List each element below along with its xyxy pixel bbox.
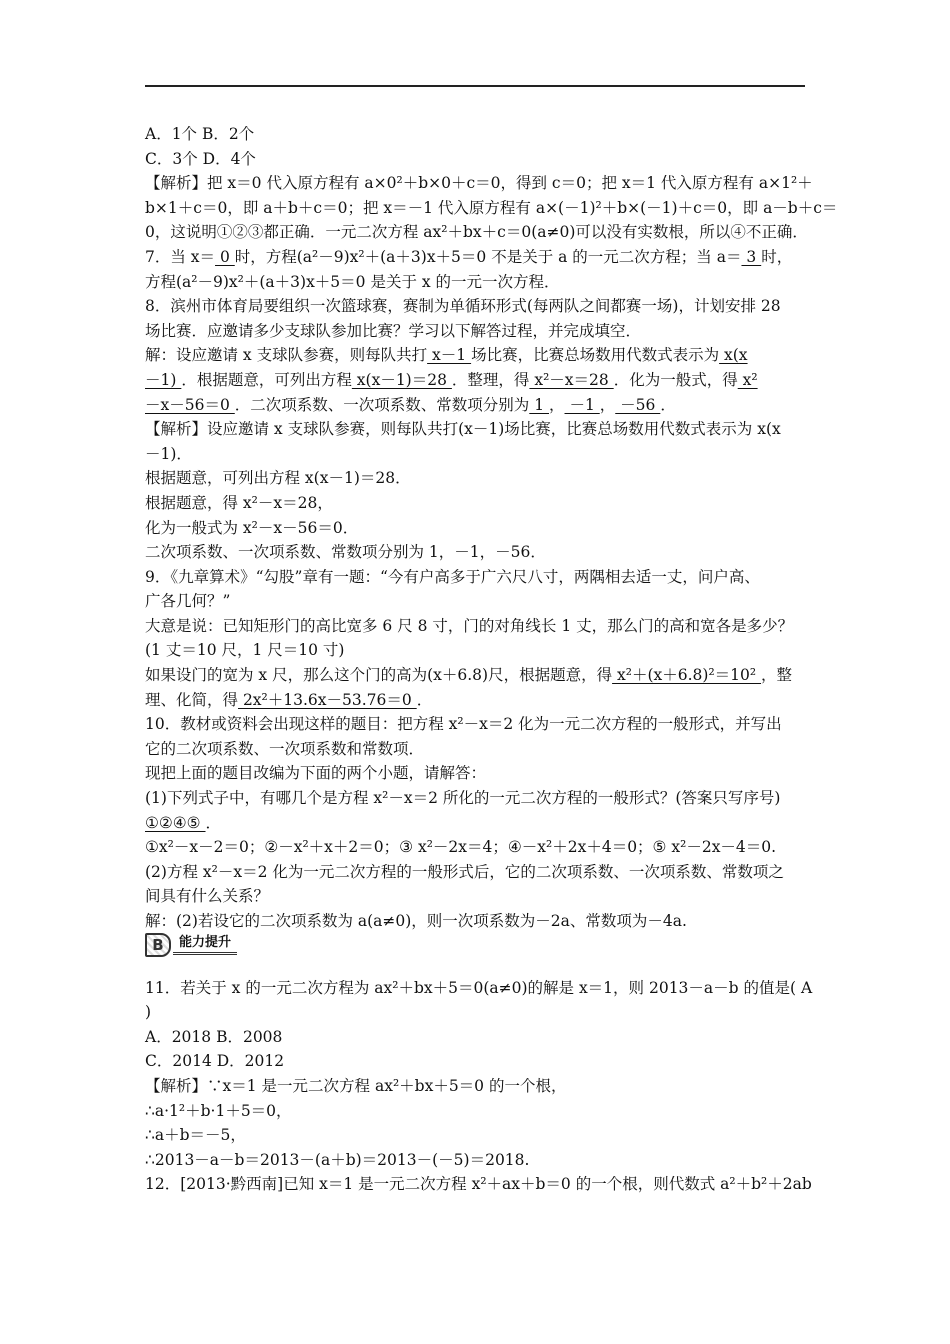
question-8-solution-line: －x－56＝0 ．二次项系数、一次项系数、常数项分别为 1 ， －1 ， －56 ． xyxy=(145,395,676,414)
question-10-line: 10．教材或资料会出现这样的题目：把方程 x²－x＝2 化为一元二次方程的一般形式，并写出 xyxy=(145,715,782,734)
question-11-line: A．2018 B．2008 xyxy=(145,1027,283,1046)
answer-blank: x² xyxy=(737,370,758,389)
answer-blank: 1 xyxy=(529,395,549,414)
answer-blank: －1) xyxy=(145,370,182,389)
question-8-analysis-line: 化为一般式为 x²－x－56＝0． xyxy=(145,518,359,537)
question-9-line: 理、化简，得 2x²＋13.6x－53.76＝0 ． xyxy=(145,690,433,709)
question-11-line: C．2014 D．2012 xyxy=(145,1052,285,1071)
question-9-line: 大意是说：已知矩形门的高比宽多 6 尺 8 寸，门的对角线长 1 丈，那么门的高和宽各是多少？ xyxy=(145,616,794,635)
question-8-analysis-line: 【解析】设应邀请 x 支球队参赛，则每队共打(x－1)场比赛，比赛总场数用代数式表示为 x(x xyxy=(145,420,781,439)
question-8-line: 8．滨州市体育局要组织一次篮球赛，赛制为单循环形式(每两队之间都赛一场)，计划安排 28 xyxy=(145,297,781,316)
answer-blank: ①②④⑤ xyxy=(145,813,206,832)
text-line: 【解析】把 x＝0 代入原方程有 a×0²＋b×0＋c＝0，得到 c＝0；把 x＝1 代入原方程有 a×1²＋ xyxy=(145,174,813,193)
answer-blank: x(x－1)＝28 xyxy=(351,370,452,389)
question-9-line: (1 丈＝10 尺，1 尺＝10 寸) xyxy=(145,641,345,660)
question-11-line: ∴2013－a－b＝2013－(a＋b)＝2013－(－5)＝2018. xyxy=(145,1150,530,1169)
question-7-line: 7．当 x＝ 0 时，方程(a²－9)x²＋(a＋3)x＋5＝0 不是关于 a 的一元二次方程；当 a＝ 3 时， xyxy=(145,247,793,266)
question-10-line: (2)方程 x²－x＝2 化为一元二次方程的一般形式后，它的二次项系数、一次项系数、常数项之 xyxy=(145,862,784,881)
answer-blank: x²－x＝28 xyxy=(529,370,614,389)
question-9-line: 如果设门的宽为 x 尺，那么这个门的高为(x＋6.8)尺，根据题意，得 x²＋(x＋6.8)²＝10² ，整 xyxy=(145,666,793,685)
question-9-line: 9．《九章算术》“勾股”章有一题：“今有户高多于广六尺八寸，两隅相去适一丈，问户高、 xyxy=(145,567,760,586)
answer-blank: －56 xyxy=(615,395,661,414)
answer-blank: 2x²＋13.6x－53.76＝0 xyxy=(238,690,417,709)
answer-blank: x－1 xyxy=(427,346,472,365)
answer-blank: －1 xyxy=(564,395,600,414)
question-11-line: 【解析】∵x＝1 是一元二次方程 ax²＋bx＋5＝0 的一个根， xyxy=(145,1076,567,1095)
answer-blank: －x－56＝0 xyxy=(145,395,235,414)
question-10-line: 解：(2)若设它的二次项系数为 a(a≠0)，则一次项系数为－2a、常数项为－4a. xyxy=(145,912,687,930)
question-12-line: 12．[2013·黔西南]已知 x＝1 是一元二次方程 x²＋ax＋b＝0 的一个根，则代数式 a²＋b²＋2ab xyxy=(145,1175,812,1194)
question-8-line: 场比赛．应邀请多少支球队参加比赛？学习以下解答过程，并完成填空． xyxy=(145,321,642,340)
text-line: C．3个 D．4个 xyxy=(145,149,256,168)
text-line: A．1个 B．2个 xyxy=(145,125,255,143)
section-banner xyxy=(145,934,810,956)
question-9-line: 广各几何？” xyxy=(145,592,231,611)
question-8-analysis-line: －1)． xyxy=(145,444,192,463)
header-rule xyxy=(145,85,805,87)
document-body xyxy=(145,122,838,1197)
question-8-analysis-line: 根据题意，得 x²－x＝28， xyxy=(145,493,333,512)
question-11-line: ∴a·1²＋b·1＋5＝0， xyxy=(145,1101,292,1120)
answer-blank: x(x xyxy=(719,346,748,365)
question-8-solution-line: 解：设应邀请 x 支球队参赛，则每队共打 x－1 场比赛，比赛总场数用代数式表示为 x(x xyxy=(145,346,748,365)
question-10-line: 它的二次项系数、一次项系数和常数项． xyxy=(145,739,425,758)
text-line: 0，这说明①②③都正确．一元二次方程 ax²＋bx＋c＝0(a≠0)可以没有实数根，所以④不正确． xyxy=(145,223,808,242)
answer-blank: x²＋(x＋6.8)²＝10² xyxy=(612,666,762,685)
question-10-line: 间具有什么关系？ xyxy=(145,887,270,906)
question-10-line: 现把上面的题目改编为下面的两个小题，请解答： xyxy=(145,764,487,783)
answer-blank: 0 xyxy=(215,247,235,266)
section-banner-label: 能力提升 xyxy=(173,934,237,955)
text-line: b×1＋c＝0，即 a＋b＋c＝0；把 x＝－1 代入原方程有 a×(－1)²＋b×(－1)＋c＝0，即 a－b＋c＝ xyxy=(145,198,838,217)
question-10-line: ①x²－x－2＝0；②－x²＋x＋2＝0；③ x²－2x＝4；④－x²＋2x＋4＝0；⑤ x²－2x－4＝0. xyxy=(145,838,777,857)
answer-blank: 3 xyxy=(741,247,762,266)
question-8-analysis-line: 根据题意，可列出方程 x(x－1)＝28． xyxy=(145,469,411,488)
question-11-line: ∴a＋b＝－5， xyxy=(145,1126,246,1145)
section-b-icon: B xyxy=(145,933,171,957)
question-11-line: ) xyxy=(145,1003,152,1022)
question-8-solution-line: －1) ．根据题意，可列出方程 x(x－1)＝28 ．整理，得 x²－x＝28 ．化为一般式，得 x² xyxy=(145,370,758,389)
question-10-line: (1)下列式子中，有哪几个是方程 x²－x＝2 所化的一元二次方程的一般形式？(答案只写序号) xyxy=(145,789,781,808)
question-7-line: 方程(a²－9)x²＋(a＋3)x＋5＝0 是关于 x 的一元一次方程． xyxy=(145,272,560,291)
question-11-line: 11．若关于 x 的一元二次方程为 ax²＋bx＋5＝0(a≠0)的解是 x＝1，则 2013－a－b 的值是( A xyxy=(145,978,813,997)
question-10-line: ①②④⑤ ． xyxy=(145,813,222,832)
question-8-analysis-line: 二次项系数、一次项系数、常数项分别为 1，－1，－56． xyxy=(145,543,546,562)
